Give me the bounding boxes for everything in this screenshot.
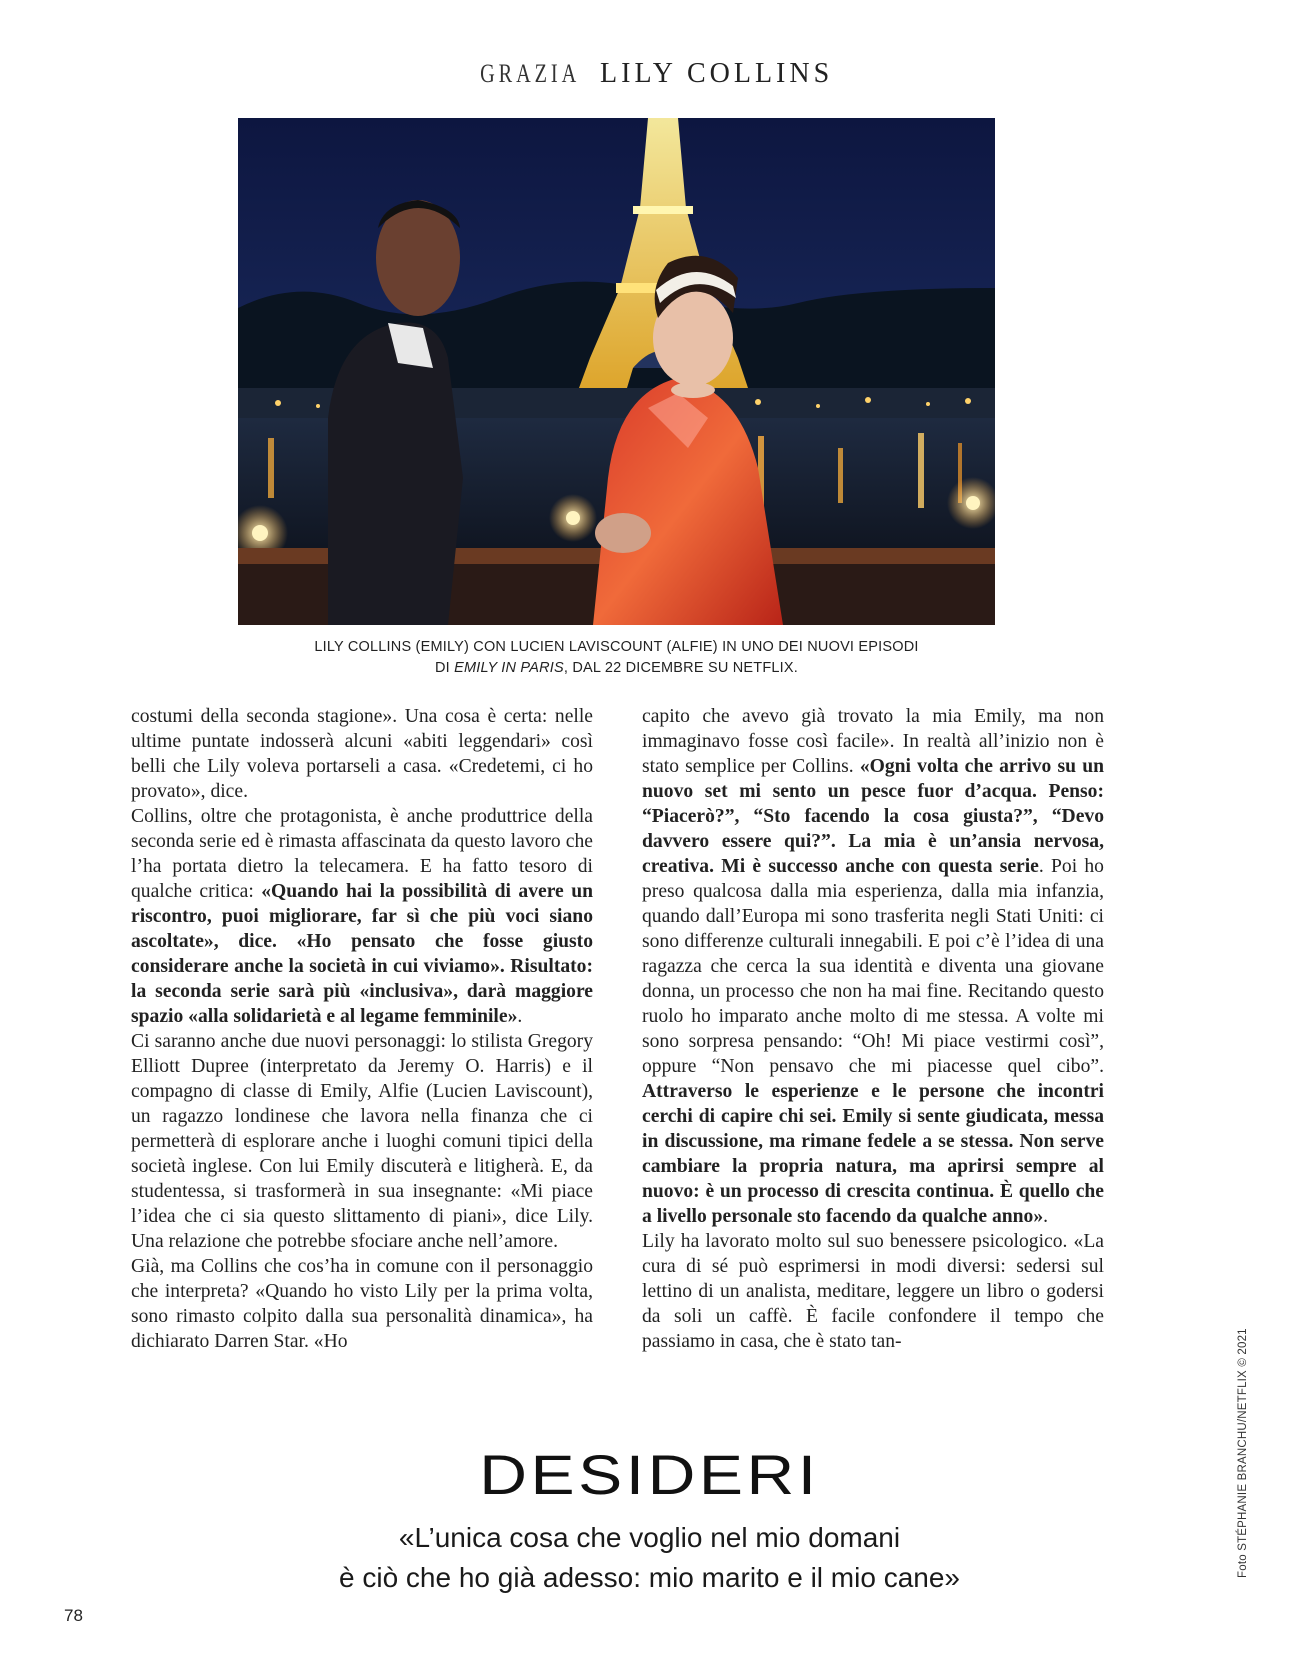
article-photo xyxy=(238,118,995,625)
bold-quote: Attraverso le esperienze e le persone che incontri cerchi di capire chi sei. Emily si sente giudicata, messa in discussione, ma rimane fedele a se stessa. Non serve cambiare la propria natura, ma aprirsi sempre al nuovo: è un processo di crescita continua. È quello che a livello personale sto facendo da qualche anno» xyxy=(642,1081,1104,1227)
photo-caption xyxy=(238,637,995,679)
page-number: 78 xyxy=(64,1606,83,1625)
caption-line-1: LILY COLLINS (EMILY) CON LUCIEN LAVISCOUNT (ALFIE) IN UNO DEI NUOVI EPISODI xyxy=(314,639,919,655)
text-run: . xyxy=(517,1006,523,1027)
bold-quote: «Ogni volta che arrivo su un nuovo set mi sento un pesce fuor d’acqua. Penso: “Piacerò?”, “Sto facendo la cosa giusta?”, “Devo davvero essere qui?”. La mia è un’ansia nervosa, creativa. Mi è successo anche con questa serie xyxy=(642,756,1104,877)
paragraph xyxy=(131,804,593,1029)
bold-quote: «Quando hai la possibilità di avere un riscontro, puoi migliorare, far sì che più voci siano ascoltate», dice. «Ho pensato che fosse giusto considerare anche la società in cui viviamo». Risultato: la seconda serie sarà più «inclusiva», darà maggiore spazio «alla solidarietà e al legame femminile» xyxy=(131,881,593,1027)
article-column-right xyxy=(642,704,1104,1354)
article-subject: LILY COLLINS xyxy=(600,58,834,89)
text-run: capito che avevo già trovato la mia Emily, ma non immaginavo fosse così facile». In realtà all’inizio non è stato semplice per Collins. xyxy=(642,706,1104,777)
paragraph xyxy=(642,704,1104,1229)
text-run: . Poi ho preso qualcosa dalla mia esperienza, dalla mia infanzia, quando dall’Europa mi sono trasferita negli Stati Uniti: ci sono differenze culturali innegabili. E poi c’è l’idea di una ragazza che cerca la sua identità e diventa una giovane donna, un processo che non ha mai fine. Recitando questo ruolo ho imparato anche molto di me stessa. A volte mi sono sorpresa pensando: “Oh! Mi piace vestirmi così”, oppure “Non pensavo che mi piacesse quel cibo”. xyxy=(642,856,1104,1077)
photo-credit: Foto STÉPHANIE BRANCHU/NETFLIX © 2021 xyxy=(1237,1328,1249,1578)
magazine-brand: GRAZIA xyxy=(479,59,580,88)
paragraph: Ci saranno anche due nuovi personaggi: lo stilista Gregory Elliott Dupree (interpretato da Jeremy O. Harris) e il compagno di classe di Emily, Alfie (Lucien Laviscount), un ragazzo londinese che lavora nella finanza che ci permetterà di esplorare anche i luoghi comuni tipici della società inglese. Con lui Emily discuterà e litigherà. E, da studentessa, si trasformerà in sua insegnante: «Mi piace l’idea che ci sia questo slittamento di piani», dice Lily. Una relazione che potrebbe sfociare anche nell’amore. xyxy=(131,1031,593,1252)
paragraph: costumi della seconda stagione». Una cosa è certa: nelle ultime puntate indosserà alcuni «abiti leggendari» così belli che Lily voleva portarseli a casa. «Credetemi, ci ho provato», dice. xyxy=(131,706,593,802)
text-run: . xyxy=(1043,1206,1049,1227)
section-title: DESIDERI xyxy=(479,1443,820,1506)
quote-line-1: «L’unica cosa che voglio nel mio domani xyxy=(398,1522,901,1553)
caption-line-2 xyxy=(238,658,995,679)
pull-quote xyxy=(0,1518,1299,1598)
paragraph: Già, ma Collins che cos’ha in comune con il personaggio che interpreta? «Quando ho visto Lily per la prima volta, sono rimasto colpito dalla sua personalità dinamica», ha dichiarato Darren Star. «Ho xyxy=(131,1256,593,1352)
caption-series-title: EMILY IN PARIS xyxy=(454,660,564,676)
quote-line-2: è ciò che ho già adesso: mio marito e il mio cane» xyxy=(339,1562,960,1593)
page-header xyxy=(0,58,1299,90)
caption-prefix: DI xyxy=(435,660,455,676)
eiffel-tower-night-image xyxy=(238,118,995,625)
paragraph: Lily ha lavorato molto sul suo benessere psicologico. «La cura di sé può esprimersi in modi diversi: sedersi sul lettino di un analista, meditare, leggere un libro o godersi da soli un caffè. È facile confondere il tempo che passiamo in casa, che è stato tan- xyxy=(642,1231,1104,1352)
caption-suffix: , DAL 22 DICEMBRE SU NETFLIX. xyxy=(563,660,798,676)
article-column-left xyxy=(131,704,593,1354)
text-run: Collins, oltre che protagonista, è anche produttrice della seconda serie ed è rimasta affascinata da questo lavoro che l’ha portata dietro la telecamera. E ha fatto tesoro di qualche critica: xyxy=(131,806,593,902)
